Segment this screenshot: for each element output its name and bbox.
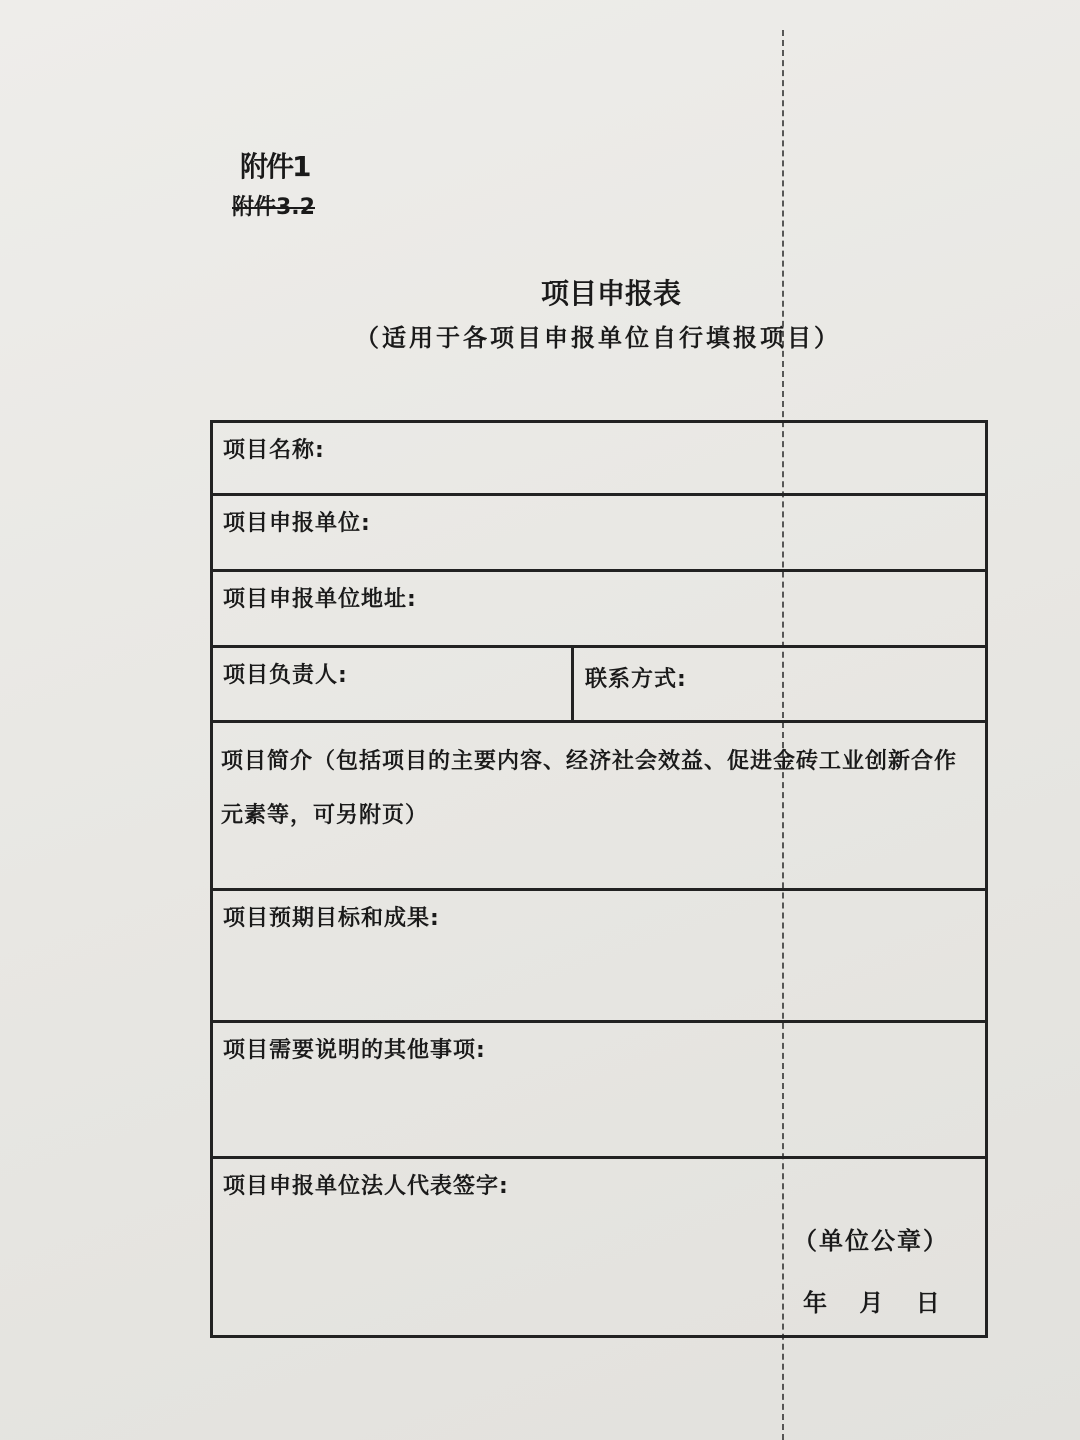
expected-goals-label: 项目预期目标和成果:: [223, 906, 440, 931]
unit-seal-label: （单位公章）: [793, 1227, 949, 1255]
row-project-name: [213, 423, 985, 496]
attachment-printed: 附件3.2: [232, 195, 315, 220]
other-matters-label: 项目需要说明的其他事项:: [223, 1038, 486, 1063]
row-leader-contact: [213, 648, 985, 723]
page-subtitle: （适用于各项目申报单位自行填报项目）: [355, 324, 841, 352]
row-other-matters: [213, 1023, 985, 1159]
column-divider: [571, 648, 574, 720]
row-signature: [213, 1159, 985, 1335]
applicant-address-label: 项目申报单位地址:: [223, 587, 417, 612]
applicant-unit-label: 项目申报单位:: [223, 511, 371, 536]
contact-label: 联系方式:: [585, 667, 687, 692]
page-title: 项目申报表: [540, 277, 681, 310]
legal-rep-signature-label: 项目申报单位法人代表签字:: [223, 1174, 509, 1199]
project-summary-label: 项目简介（包括项目的主要内容、经济社会效益、促进金砖工业创新合作元素等，可另附页）: [221, 749, 958, 828]
row-project-summary: [213, 723, 985, 891]
project-leader-label: 项目负责人:: [223, 663, 348, 688]
row-expected-goals: [213, 891, 985, 1023]
attachment-handwritten: 附件1: [240, 150, 310, 183]
date-label: 年 月 日: [803, 1289, 940, 1317]
row-applicant-address: [213, 572, 985, 648]
row-applicant-unit: [213, 496, 985, 572]
application-form: [210, 420, 988, 1338]
project-name-label: 项目名称:: [223, 438, 325, 463]
